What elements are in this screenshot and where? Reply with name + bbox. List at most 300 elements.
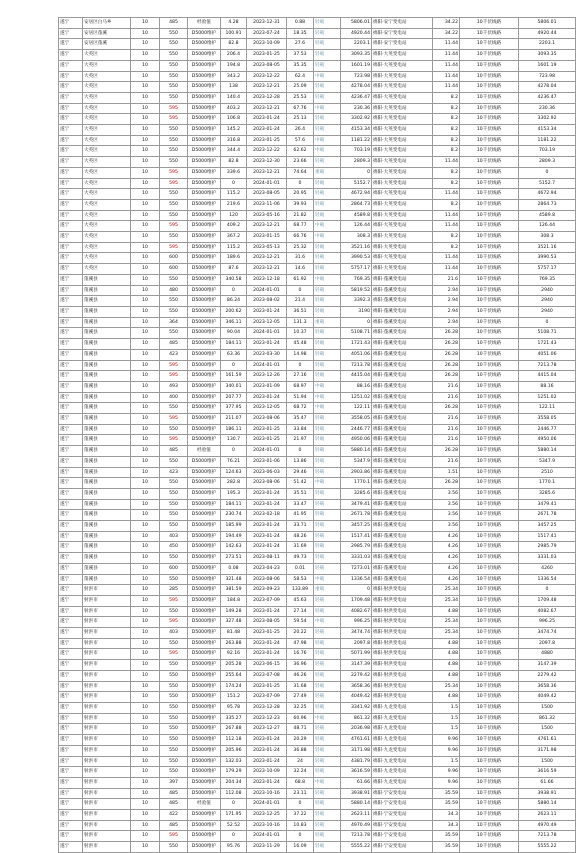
table-row — [59, 606, 576, 617]
table-cell: 2985.79 — [519, 542, 576, 553]
table-cell: 26.28 — [433, 349, 460, 360]
table-cell: 绵阳·蓬溪变电站 — [372, 328, 433, 339]
table-cell: 4920.44 — [519, 28, 576, 39]
table-row — [59, 210, 576, 221]
table-cell: 9.96 — [433, 735, 460, 746]
table-cell: 遂宁 — [59, 756, 83, 767]
table-cell: 遂宁 — [59, 542, 83, 553]
table-cell: 1721.43 — [341, 339, 372, 350]
table-cell: 10 — [131, 756, 160, 767]
table-cell: 2446.77 — [519, 424, 576, 435]
table-cell: 遂宁 — [59, 199, 83, 210]
table-cell: 24 — [287, 756, 314, 767]
table-cell: 2985.79 — [341, 542, 372, 553]
table-cell: 绵阳·宁安变电站 — [372, 810, 433, 821]
table-cell: 95.78 — [221, 703, 247, 714]
table-cell: 遂宁 — [59, 296, 83, 307]
table-cell: 射洪市 — [83, 777, 131, 788]
table-cell: 21.6 — [433, 424, 460, 435]
table-cell: 0 — [221, 360, 247, 371]
table-cell: 1500 — [519, 703, 576, 714]
table-cell: 绵阳·射洪变电站 — [372, 660, 433, 671]
table-cell: 769.35 — [341, 274, 372, 285]
table-cell: 遂宁 — [59, 488, 83, 499]
table-cell: 中载 — [314, 392, 341, 403]
table-cell: 2023-01-24 — [247, 488, 287, 499]
table-cell: 550 — [160, 157, 188, 168]
table-cell: 10 — [131, 360, 160, 371]
table-row — [59, 670, 576, 681]
table-cell: 蓬溪县 — [83, 424, 131, 435]
table-cell: 1.5 — [433, 756, 460, 767]
table-cell: 282.8 — [221, 478, 247, 489]
table-cell: 184.11 — [221, 499, 247, 510]
table-cell: 2024-01-01 — [247, 360, 287, 371]
table-cell: 285 — [160, 585, 188, 596]
table-cell: 绵阳·大英变电站 — [372, 167, 433, 178]
table-cell: 58.53 — [287, 574, 314, 585]
table-cell: 10 — [131, 221, 160, 232]
table-cell: 3558.05 — [341, 414, 372, 425]
table-cell: 绵阳·蓬溪变电站 — [372, 446, 433, 457]
table-cell: 2023-08-02 — [247, 296, 287, 307]
table-cell: 大英区 — [83, 253, 131, 264]
table-cell: 2023-10-09 — [247, 39, 287, 50]
table-cell: 8.2 — [433, 146, 460, 157]
table-cell: 25.34 — [433, 595, 460, 606]
table-cell: 205.28 — [221, 660, 247, 671]
table-cell: 10 — [131, 810, 160, 821]
table-cell: 10 — [131, 189, 160, 200]
table-cell: 10 — [131, 553, 160, 564]
table-cell: 32.25 — [287, 703, 314, 714]
table-cell: 绵阳·蓬溪变电站 — [372, 510, 433, 521]
table-cell: 10 — [131, 157, 160, 168]
table-cell: D5000维护 — [188, 692, 221, 703]
table-cell: 67.76 — [287, 103, 314, 114]
table-cell: 绵阳·蓬溪变电站 — [372, 499, 433, 510]
table-cell: 2097.8 — [519, 638, 576, 649]
table-cell: 550 — [160, 50, 188, 61]
table-cell: 4880 — [519, 649, 576, 660]
table-cell: D5000维护 — [188, 478, 221, 489]
table-cell: 遂宁 — [59, 18, 83, 29]
table-cell: 10千伏线路 — [460, 788, 519, 799]
table-cell: 10 — [131, 82, 160, 93]
table-cell: 3285.6 — [519, 488, 576, 499]
table-cell: 5880.14 — [519, 799, 576, 810]
table-cell: 轻载 — [314, 595, 341, 606]
table-cell: 179.29 — [221, 767, 247, 778]
table-cell: 3147.39 — [519, 660, 576, 671]
table-cell: 550 — [160, 189, 188, 200]
table-cell: 10千伏线路 — [460, 264, 519, 275]
table-cell: 蓬溪县 — [83, 360, 131, 371]
table-cell: 10 — [131, 628, 160, 639]
table-cell: 11.44 — [433, 82, 460, 93]
table-cell: 轻载 — [314, 242, 341, 253]
table-cell: 10千伏线路 — [460, 617, 519, 628]
table-cell: 绵阳·大英变电站 — [372, 92, 433, 103]
table-cell: 绵阳·蓬溪变电站 — [372, 414, 433, 425]
table-cell: D5000维护 — [188, 125, 221, 136]
table-cell: D5000维护 — [188, 167, 221, 178]
table-cell: 2023-03-30 — [247, 349, 287, 360]
table-cell: 861.32 — [341, 713, 372, 724]
table-row — [59, 499, 576, 510]
table-cell: 2023-07-09 — [247, 692, 287, 703]
table-cell: 10千伏线路 — [460, 767, 519, 778]
table-cell: 2023-08-11 — [247, 553, 287, 564]
table-cell: 遂宁 — [59, 499, 83, 510]
table-cell: 0 — [221, 285, 247, 296]
table-cell: 安居区白马乡 — [83, 18, 131, 29]
table-cell: 26.28 — [433, 339, 460, 350]
table-cell: 61.92 — [287, 274, 314, 285]
table-row — [59, 510, 576, 521]
table-cell: 绵阳·蓬溪变电站 — [372, 317, 433, 328]
table-cell: 600 — [160, 264, 188, 275]
table-cell: 194.49 — [221, 531, 247, 542]
table-cell: 11.44 — [433, 189, 460, 200]
table-cell: 遂宁 — [59, 478, 83, 489]
table-cell: 10千伏线路 — [460, 210, 519, 221]
table-cell: 2023-12-25 — [247, 810, 287, 821]
table-cell: 186.11 — [221, 424, 247, 435]
table-cell: 2.94 — [433, 285, 460, 296]
table-cell: 蓬溪县 — [83, 542, 131, 553]
table-cell: 5071.99 — [341, 649, 372, 660]
table-cell: 68.8 — [287, 777, 314, 788]
table-cell: 遂宁 — [59, 456, 83, 467]
table-cell: 10.37 — [287, 328, 314, 339]
table-cell: 遂宁 — [59, 510, 83, 521]
table-cell: 绵阳·蓬溪变电站 — [372, 339, 433, 350]
table-cell: 403.2 — [221, 103, 247, 114]
table-cell: 35.47 — [287, 414, 314, 425]
table-cell: 遂宁 — [59, 274, 83, 285]
table-cell: 0 — [221, 446, 247, 457]
table-row — [59, 371, 576, 382]
table-cell: 10 — [131, 28, 160, 39]
table-cell: 经验值 — [188, 799, 221, 810]
table-cell: 中载 — [314, 713, 341, 724]
table-cell: D5000维护 — [188, 467, 221, 478]
table-cell: 遂宁 — [59, 617, 83, 628]
table-cell: 遂宁 — [59, 521, 83, 532]
table-cell: 10 — [131, 371, 160, 382]
table-cell: D5000维护 — [188, 371, 221, 382]
table-cell: 16.76 — [287, 649, 314, 660]
table-cell: 68.97 — [287, 381, 314, 392]
table-cell: 1709.48 — [519, 595, 576, 606]
table-cell: 蓬溪县 — [83, 317, 131, 328]
table-cell: 769.35 — [519, 274, 576, 285]
table-cell: 3474.74 — [519, 628, 576, 639]
table-cell: 2023-08-06 — [247, 414, 287, 425]
table-cell: 绵阳·蓬溪变电站 — [372, 542, 433, 553]
table-cell: 21.4 — [287, 296, 314, 307]
table-cell: 32.24 — [287, 767, 314, 778]
table-cell: 轻载 — [314, 735, 341, 746]
table-cell: 轻载 — [314, 349, 341, 360]
table-cell: 10千伏线路 — [460, 745, 519, 756]
table-cell: 2023-12-05 — [247, 317, 287, 328]
table-cell: D5000维护 — [188, 414, 221, 425]
table-cell: 33.47 — [287, 499, 314, 510]
table-cell: 遂宁 — [59, 339, 83, 350]
table-cell: 轻载 — [314, 157, 341, 168]
table-cell: 2023-08-05 — [247, 60, 287, 71]
table-cell: 480 — [160, 285, 188, 296]
table-cell: 367.2 — [221, 232, 247, 243]
table-cell: 2023-12-27 — [247, 724, 287, 735]
table-cell: 5880.14 — [519, 446, 576, 457]
table-cell: 轻载 — [314, 285, 341, 296]
table-cell: 遂宁 — [59, 135, 83, 146]
table-cell: 4153.34 — [519, 125, 576, 136]
table-cell: 5819.52 — [341, 285, 372, 296]
table-cell: 185.99 — [221, 521, 247, 532]
table-row — [59, 114, 576, 125]
table-cell: 遂宁 — [59, 92, 83, 103]
table-cell: 26.28 — [433, 478, 460, 489]
table-row — [59, 478, 576, 489]
table-cell: 90.04 — [221, 328, 247, 339]
table-cell: 255.64 — [221, 670, 247, 681]
load-data-table — [58, 17, 576, 853]
table-cell: D5000维护 — [188, 146, 221, 157]
table-cell: 723.98 — [519, 71, 576, 82]
table-row — [59, 638, 576, 649]
table-cell: 47.98 — [287, 638, 314, 649]
table-cell: 10千伏线路 — [460, 660, 519, 671]
table-cell: 550 — [160, 510, 188, 521]
table-cell: 3558.05 — [519, 414, 576, 425]
table-cell: 48.71 — [287, 724, 314, 735]
table-cell: 遂宁 — [59, 28, 83, 39]
table-cell: 轻载 — [314, 28, 341, 39]
table-row — [59, 392, 576, 403]
table-cell: 轻载 — [314, 424, 341, 435]
table-cell: 1.5 — [433, 724, 460, 735]
table-row — [59, 831, 576, 842]
table-cell: 绵阳·蓬溪变电站 — [372, 531, 433, 542]
table-cell: 5555.22 — [519, 842, 576, 853]
table-cell: 5880.14 — [341, 799, 372, 810]
table-cell: 21.97 — [287, 435, 314, 446]
table-cell: 5757.17 — [341, 264, 372, 275]
table-cell: 轻载 — [314, 360, 341, 371]
table-row — [59, 232, 576, 243]
table-cell: 10千伏线路 — [460, 296, 519, 307]
table-cell: 126.44 — [519, 221, 576, 232]
table-cell: 大英区 — [83, 82, 131, 93]
table-cell: 267.88 — [221, 724, 247, 735]
table-cell: 11.44 — [433, 253, 460, 264]
table-cell: 2023-12-26 — [247, 371, 287, 382]
table-cell: 1.5 — [433, 703, 460, 714]
table-cell: 绵阳·大英变电站 — [372, 82, 433, 93]
table-cell: 经验值 — [188, 446, 221, 457]
table-cell: 25.34 — [433, 617, 460, 628]
table-cell: 绵阳·大英变电站 — [372, 264, 433, 275]
table-cell: D5000维护 — [188, 392, 221, 403]
table-cell: 遂宁 — [59, 745, 83, 756]
table-cell: 遂宁 — [59, 831, 83, 842]
table-cell: 大英区 — [83, 60, 131, 71]
table-cell: D5000维护 — [188, 842, 221, 853]
table-cell: 2023-08-05 — [247, 189, 287, 200]
table-cell: D5000维护 — [188, 157, 221, 168]
table-cell: 射洪市 — [83, 724, 131, 735]
table-cell: 20.22 — [287, 628, 314, 639]
table-cell: 2023-05-16 — [247, 210, 287, 221]
table-cell: D5000维护 — [188, 306, 221, 317]
table-cell: 10 — [131, 296, 160, 307]
table-cell: 4049.42 — [519, 692, 576, 703]
table-cell: 2023-01-25 — [247, 135, 287, 146]
table-cell: 10千伏线路 — [460, 306, 519, 317]
table-cell: 550 — [160, 232, 188, 243]
table-cell: D5000维护 — [188, 553, 221, 564]
table-cell: 2023-01-24 — [247, 638, 287, 649]
table-cell: 550 — [160, 499, 188, 510]
table-cell: 绵阳·九龙变电站 — [372, 767, 433, 778]
table-cell: 37.22 — [287, 810, 314, 821]
table-cell: 8.2 — [433, 167, 460, 178]
table-row — [59, 681, 576, 692]
table-cell: 4236.47 — [341, 92, 372, 103]
table-cell: 3392.3 — [341, 296, 372, 307]
table-row — [59, 435, 576, 446]
table-cell: 2.94 — [433, 317, 460, 328]
table-cell: 大英区 — [83, 92, 131, 103]
table-cell: 321.48 — [221, 574, 247, 585]
table-cell: D5000维护 — [188, 724, 221, 735]
table-cell: 绵阳·射洪变电站 — [372, 638, 433, 649]
table-cell: 2023-01-24 — [247, 756, 287, 767]
table-cell: D5000维护 — [188, 242, 221, 253]
table-row — [59, 788, 576, 799]
table-row — [59, 381, 576, 392]
table-cell: 140.4 — [221, 92, 247, 103]
table-cell: 2279.42 — [519, 670, 576, 681]
table-cell: 7273.01 — [341, 563, 372, 574]
table-cell: 2023-01-24 — [247, 745, 287, 756]
table-cell: 10 — [131, 467, 160, 478]
table-cell: 10 — [131, 617, 160, 628]
table-cell: 10 — [131, 92, 160, 103]
table-cell: 26.28 — [433, 446, 460, 457]
table-cell: 397 — [160, 777, 188, 788]
table-cell: 1500 — [519, 756, 576, 767]
table-cell: 2036.98 — [341, 724, 372, 735]
table-cell: 45.63 — [287, 595, 314, 606]
table-cell: 4153.34 — [341, 125, 372, 136]
table-cell: 595 — [160, 178, 188, 189]
table-cell: 大英区 — [83, 103, 131, 114]
table-cell: 轻载 — [314, 328, 341, 339]
table-cell: 遂宁 — [59, 563, 83, 574]
table-cell: 10千伏线路 — [460, 820, 519, 831]
table-cell: D5000维护 — [188, 199, 221, 210]
table-cell: 2097.8 — [341, 638, 372, 649]
table-cell: 263.88 — [221, 638, 247, 649]
table-cell: 绵阳·蓬溪变电站 — [372, 392, 433, 403]
table-cell: 遂宁 — [59, 221, 83, 232]
table-cell: 48.26 — [287, 531, 314, 542]
table-row — [59, 777, 576, 788]
table-cell: 10千伏线路 — [460, 253, 519, 264]
table-cell: 33.71 — [287, 521, 314, 532]
table-row — [59, 28, 576, 39]
table-cell: 36.51 — [287, 306, 314, 317]
table-cell: 76.21 — [221, 456, 247, 467]
table-cell: 21.6 — [433, 392, 460, 403]
table-cell: 2023-12-22 — [247, 146, 287, 157]
table-cell: 88.16 — [341, 381, 372, 392]
table-cell: 大英区 — [83, 167, 131, 178]
table-cell: 蓬溪县 — [83, 381, 131, 392]
table-cell: 蓬溪县 — [83, 328, 131, 339]
table-cell: 遂宁 — [59, 553, 83, 564]
table-row — [59, 542, 576, 553]
table-cell: 31.6 — [287, 253, 314, 264]
table-cell: D5000维护 — [188, 71, 221, 82]
table-cell: 10 — [131, 820, 160, 831]
table-cell: 595 — [160, 371, 188, 382]
table-cell: 550 — [160, 274, 188, 285]
table-cell: 遂宁 — [59, 125, 83, 136]
table-cell: 485 — [160, 820, 188, 831]
table-cell: D5000维护 — [188, 328, 221, 339]
table-cell: 2809.3 — [341, 157, 372, 168]
table-cell: 绵阳·射洪变电站 — [372, 628, 433, 639]
table-cell: 82.8 — [221, 157, 247, 168]
table-cell: 5555.22 — [341, 842, 372, 853]
table-cell: 遂宁 — [59, 349, 83, 360]
table-cell: 10千伏线路 — [460, 371, 519, 382]
table-cell: 0.08 — [221, 563, 247, 574]
table-cell: 绵阳·蓬溪变电站 — [372, 467, 433, 478]
table-cell: 2023-08-06 — [247, 478, 287, 489]
table-cell: 0 — [287, 831, 314, 842]
table-cell: 87.6 — [221, 264, 247, 275]
table-cell: D5000维护 — [188, 488, 221, 499]
table-cell: 3479.41 — [519, 499, 576, 510]
table-cell: 2023-05-13 — [247, 242, 287, 253]
table-cell: D5000维护 — [188, 403, 221, 414]
table-cell: 4.88 — [433, 649, 460, 660]
table-cell: 遂宁 — [59, 467, 83, 478]
table-cell: D5000维护 — [188, 232, 221, 243]
table-cell: D5000维护 — [188, 563, 221, 574]
table-cell: 0 — [287, 285, 314, 296]
table-cell: 蓬溪县 — [83, 403, 131, 414]
table-cell: 轻载 — [314, 692, 341, 703]
table-cell: 绵阳·大英变电站 — [372, 71, 433, 82]
table-cell: 轻载 — [314, 756, 341, 767]
table-cell: 10千伏线路 — [460, 510, 519, 521]
table-cell: 绵阳·大英变电站 — [372, 114, 433, 125]
table-cell: 10 — [131, 71, 160, 82]
table-row — [59, 585, 576, 596]
table-cell: 3521.16 — [519, 242, 576, 253]
table-cell: 10 — [131, 18, 160, 29]
table-row — [59, 92, 576, 103]
table-row — [59, 403, 576, 414]
